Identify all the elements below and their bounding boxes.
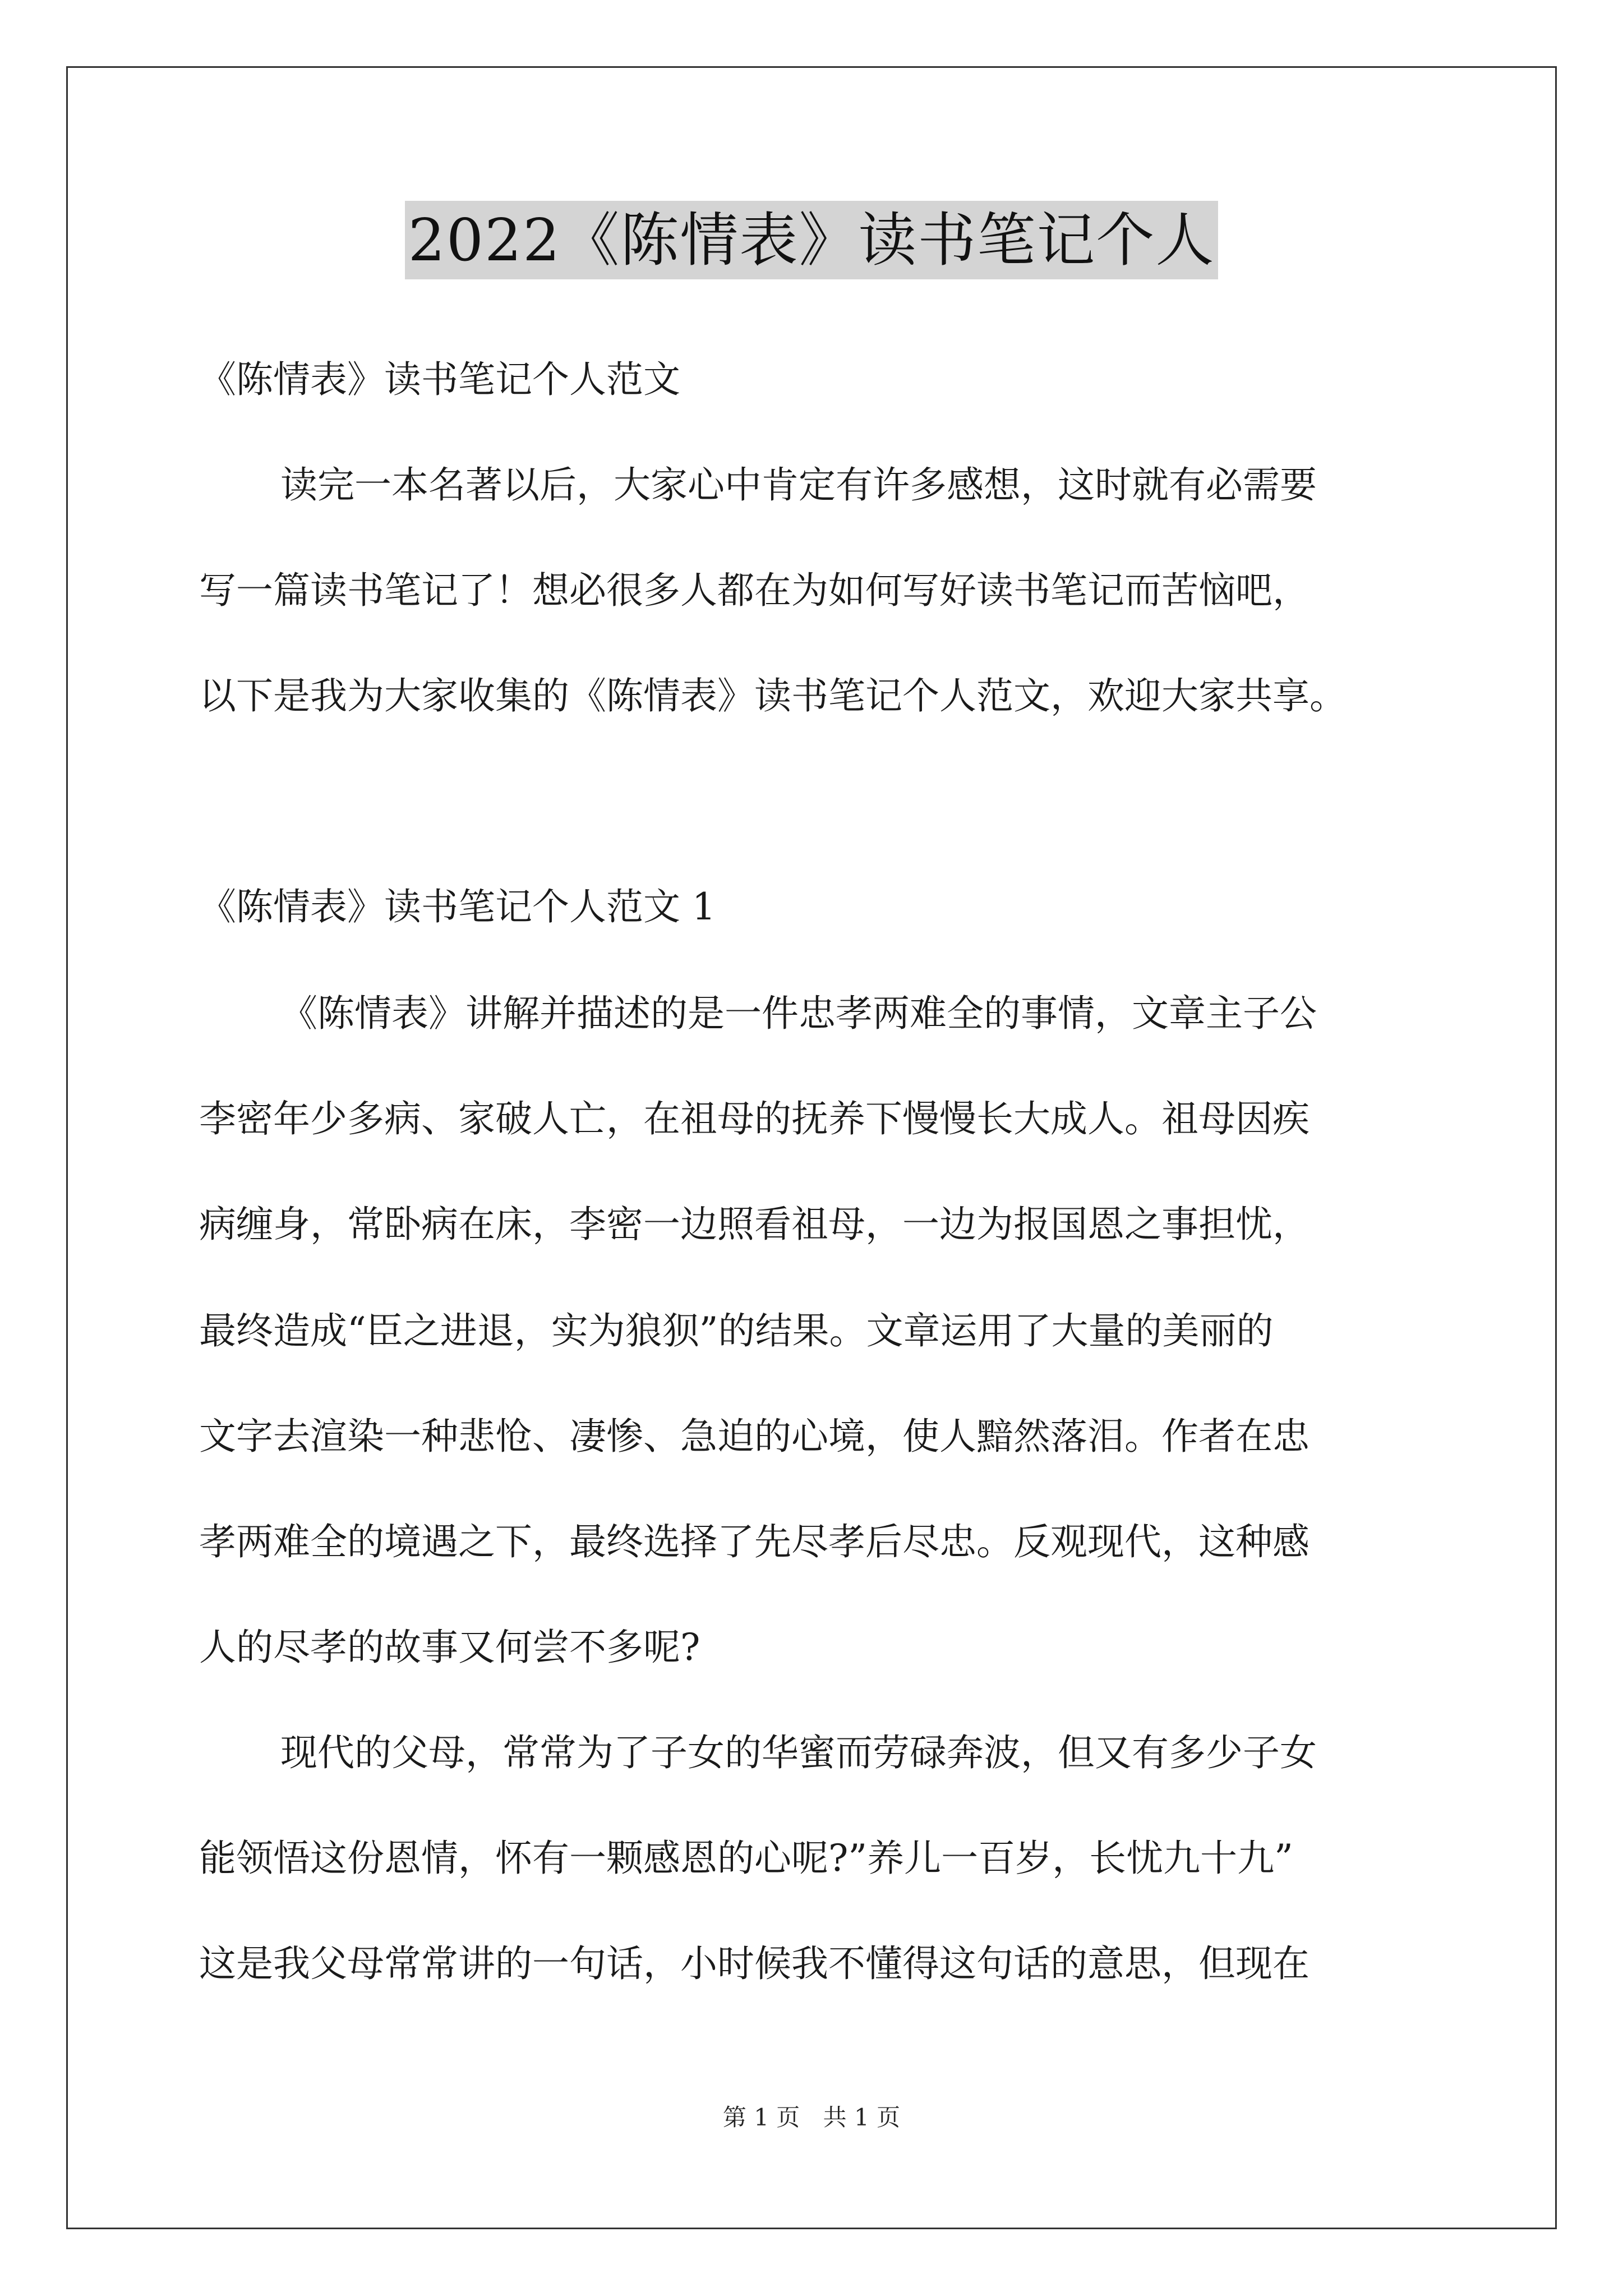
page-number: 第 1 页 — [722, 2104, 800, 2131]
paragraph-line: 文字去渲染一种悲怆、凄惨、急迫的心境，使人黯然落泪。作者在忠 — [199, 1415, 1310, 1458]
page-total: 共 1 页 — [823, 2104, 901, 2131]
paragraph-line: 最终造成“臣之进退，实为狼狈”的结果。文章运用了大量的美丽的 — [199, 1309, 1274, 1352]
paragraph-line: 这是我父母常常讲的一句话，小时候我不懂得这句话的意思，但现在 — [199, 1942, 1310, 1985]
paragraph-line: 现代的父母，常常为了子女的华蜜而劳碌奔波，但又有多少子女 — [280, 1731, 1317, 1774]
page-footer — [0, 2101, 1623, 2134]
paragraph-line: 《陈情表》讲解并描述的是一件忠孝两难全的事情，文章主子公 — [280, 992, 1317, 1035]
paragraph-line: 病缠身，常卧病在床，李密一边照看祖母，一边为报国恩之事担忧， — [199, 1203, 1310, 1246]
paragraph-line: 能领悟这份恩情，怀有一颗感恩的心呢?”养儿一百岁，长忧九十九” — [199, 1837, 1293, 1880]
paragraph-line: 以下是我为大家收集的《陈情表》读书笔记个人范文，欢迎大家共享。 — [199, 674, 1347, 717]
paragraph-line: 写一篇读书笔记了！想必很多人都在为如何写好读书笔记而苦恼吧， — [199, 569, 1310, 612]
paragraph-line: 人的尽孝的故事又何尝不多呢? — [199, 1626, 700, 1669]
paragraph-line: 读完一本名著以后，大家心中肯定有许多感想，这时就有必需要 — [280, 463, 1317, 507]
section-heading: 《陈情表》读书笔记个人范文 1 — [199, 885, 716, 928]
title-container — [0, 201, 1623, 279]
section-heading: 《陈情表》读书笔记个人范文 — [199, 358, 680, 401]
paragraph-line: 孝两难全的境遇之下，最终选择了先尽孝后尽忠。反观现代，这种感 — [199, 1520, 1310, 1563]
document-title: 2022《陈情表》读书笔记个人 — [405, 201, 1219, 279]
paragraph-line: 李密年少多病、家破人亡，在祖母的抚养下慢慢长大成人。祖母因疾 — [199, 1097, 1310, 1140]
